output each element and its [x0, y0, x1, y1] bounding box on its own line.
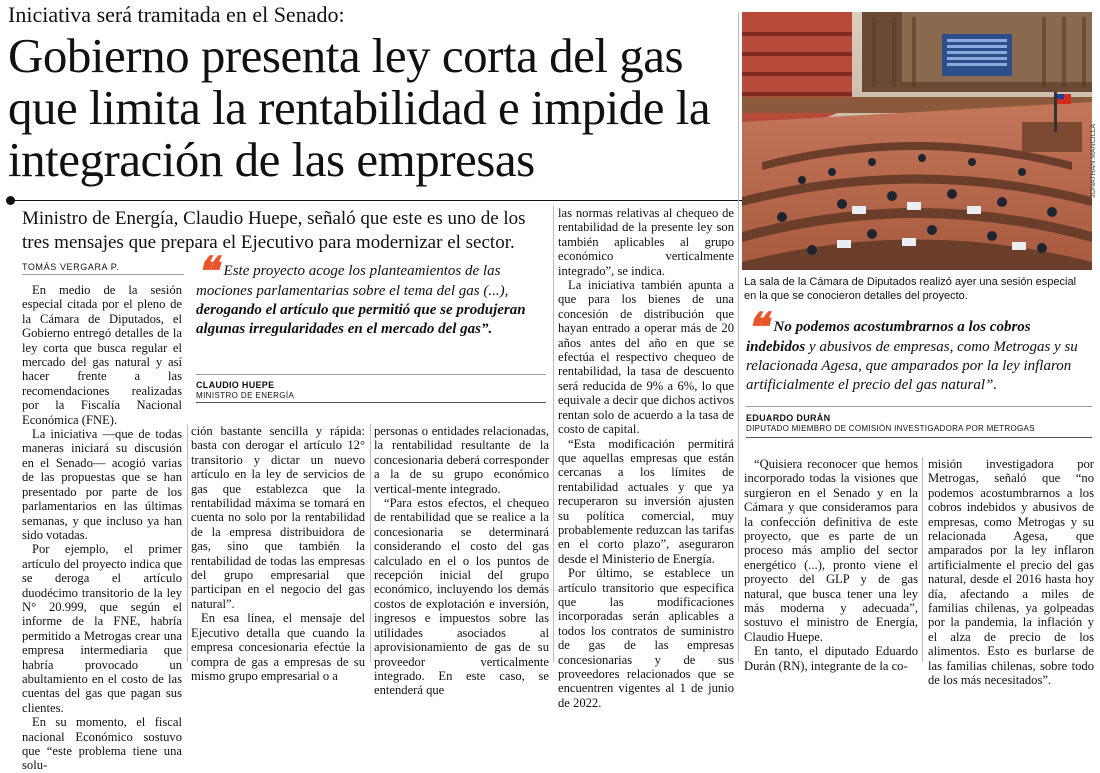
column-divider — [922, 457, 923, 662]
kicker: Iniciativa será tramitada en el Senado: — [8, 2, 345, 27]
column-6 — [928, 457, 1094, 688]
column-divider — [738, 12, 739, 662]
byline-rule — [22, 274, 184, 275]
quote-rule — [196, 374, 546, 375]
subhead: Ministro de Energía, Claudio Huepe, señaló que este es uno de los tres mensajes que prepara el Ejecutivo para modernizar el sector. — [22, 208, 526, 253]
column-divider — [553, 206, 554, 662]
paragraph: misión investigadora por Metrogas, señaló que “no podemos acostumbrarnos a los cobros indebidos y abusivos de empresas, como Metrogas y su relacionada Agesa, que amparados por la ley inflaron artificialmente el precio del gas natural, desde el 2016 hasta hoy día, afectando a miles de familias chilenas, ya golpeadas por la pandemia, la inflación y el alza de precio de los alimentos. Esto es burlarse de las familias chilenas, sobre todo de los más necesitados”. — [928, 457, 1094, 688]
column-1 — [22, 283, 182, 773]
quote-rule — [746, 406, 1092, 407]
paragraph: Por ejemplo, el primer artículo del proyecto indica que se deroga el artículo duodécimo transitorio de la ley N° 20.999, que según el informe de la FNE, habría permitido a Metrogas crear una empresa intermediaria que habría provocado un abultamiento en el costo de las cuentas del gas que pagan sus clientes. — [22, 542, 182, 715]
chamber-photo-image — [742, 12, 1092, 270]
paragraph: En su momento, el fiscal nacional Económico sostuvo que “este problema tiene una solu- — [22, 715, 182, 773]
column-4 — [558, 206, 734, 710]
paragraph: ción bastante sencilla y rápida: basta con derogar el artículo 12° transitorio y dictar un nuevo artículo en la ley de servicios de gas que establezca que la rentabilidad máxima se tomará en cuenta no solo por la rentabilidad de la empresa distribuidora de gas, sino que también la rentabilidad de todas las empresas del grupo empresarial que participan en el negocio del gas natural”. — [191, 424, 365, 611]
quote-author-role: MINISTRO DE ENERGÍA — [196, 391, 295, 400]
quote-icon: ❝ — [196, 248, 218, 295]
paragraph: En esa línea, el mensaje del Ejecutivo detalla que cuando la empresa concesionaria efectúe la compra de gas a empresas de su mismo grupo empresarial o a — [191, 611, 365, 683]
quote-text: y abusivos de empresas, como Metrogas y su relacionada Agesa, que amparados por la ley inflaron artificialmente el precio del gas natural”. — [746, 339, 1078, 393]
quote-author: CLAUDIO HUEPE — [196, 380, 275, 390]
paragraph: “Para estos efectos, el chequeo de rentabilidad que se realice a la concesionaria se determinará considerando el costo del gas calculado en el o los puntos de recepción inicial del grupo económico, incluyendo los demás costos de explotación e inversión, ingresos e impuestos sobre las utilidades asociados al aprovisionamiento de gas de su proveedor verticalmente integrado. En este caso, se entenderá que — [374, 496, 549, 698]
column-5 — [744, 457, 918, 673]
byline: TOMÁS VERGARA P. — [22, 262, 120, 272]
quote-text: Este proyecto acoge los planteamientos de las mociones parlamentarias sobre el tema del gas (...), — [196, 263, 509, 299]
quote-text-bold: No podemos acostumbrarnos a los cobros indebidos — [746, 319, 1031, 355]
headline: Gobierno presenta ley corta del gas que limita la rentabilidad e impide la integración de las empresas — [8, 28, 711, 187]
paragraph: En medio de la sesión especial citada por el pleno de la Cámara de Diputados, el Gobierno entregó detalles de la ley corta que busca regular el mercado del gas natural y así hacer frente a las recomendaciones realizadas por la Fiscalía Nacional Económica (FNE). — [22, 283, 182, 427]
quote-author-role: DIPUTADO MIEMBRO DE COMISIÓN INVESTIGADORA POR METROGAS — [746, 424, 1035, 433]
paragraph: Por último, se establece un artículo transitorio que especifica que las modificaciones incorporadas serán aplicables a todos los contratos de suministro de gas de las empresas concesionarias y de sus proveedores relacionados que se encuentren vigentes al 1 de junio de 2022. — [558, 566, 734, 710]
chamber-photo — [742, 12, 1092, 270]
pull-quote-duran — [746, 304, 1092, 395]
paragraph: las normas relativas al chequeo de rentabilidad de la presente ley son también aplicables al grupo económico verticalmente integrado”, se indica. — [558, 206, 734, 278]
paragraph: La iniciativa también apunta a que para los bienes de una concesión de distribución que hayan entrado a operar más de 20 años antes del año en que se efectúa el respectivo chequeo de rentabilidad, la tasa de descuento será reducida de 9% a 6%, lo que equivale a decir que dichos activos rentan solo de acuerdo a la tasa de costo de capital. — [558, 278, 734, 437]
paragraph: La iniciativa —que de todas maneras iniciará su discusión en el Senado— acogió varias de las propuestas que se han presentado por parte de los parlamentarios en las últimas semanas, y que incluso ya han sido votadas. — [22, 427, 182, 542]
pull-quote-huepe — [196, 248, 546, 339]
column-3 — [374, 424, 549, 698]
paragraph: “Quisiera reconocer que hemos incorporado todas la visiones que surgieron en el Senado y en la Cámara y que consideramos para la confección definitiva de este proyecto, que es parte de un proceso más amplio del sector energético (...), pronto viene el proyecto del GLP y de gas natural, que busca tener una ley más moderna y adecuada”, sostuvo el ministro de Energía, Claudio Huepe. — [744, 457, 918, 644]
lead-rule — [14, 200, 744, 201]
quote-icon: ❝ — [746, 304, 768, 351]
paragraph: En tanto, el diputado Eduardo Durán (RN), integrante de la co- — [744, 644, 918, 673]
column-divider — [187, 424, 188, 662]
photo-credit: JONATHAN MANCILLA — [1090, 123, 1097, 198]
paragraph: personas o entidades relacionadas, la rentabilidad resultante de la concesionaria deberá corresponder a la de su grupo económico vertical-mente integrado. — [374, 424, 549, 496]
quote-rule-bottom — [746, 437, 1092, 438]
quote-rule-bottom — [196, 402, 546, 403]
photo-caption: La sala de la Cámara de Diputados realizó ayer una sesión especial en la que se conocieron detalles del proyecto. — [744, 276, 1077, 302]
column-2 — [191, 424, 365, 683]
quote-text-bold: derogando el artículo que permitió que se produjeran algunas irregularidades en el mercado del gas”. — [196, 302, 526, 337]
quote-author: EDUARDO DURÁN — [746, 413, 831, 423]
column-divider — [370, 424, 371, 662]
paragraph: “Esta modificación permitirá que aquellas empresas que están cercanas a los límites de rentabilidad actuales y que ya recuperaron su inversión ajusten su política comercial, muy probablemente reduzcan las tarifas en el corto plazo”, aseguraron desde el Ministerio de Energía. — [558, 436, 734, 566]
